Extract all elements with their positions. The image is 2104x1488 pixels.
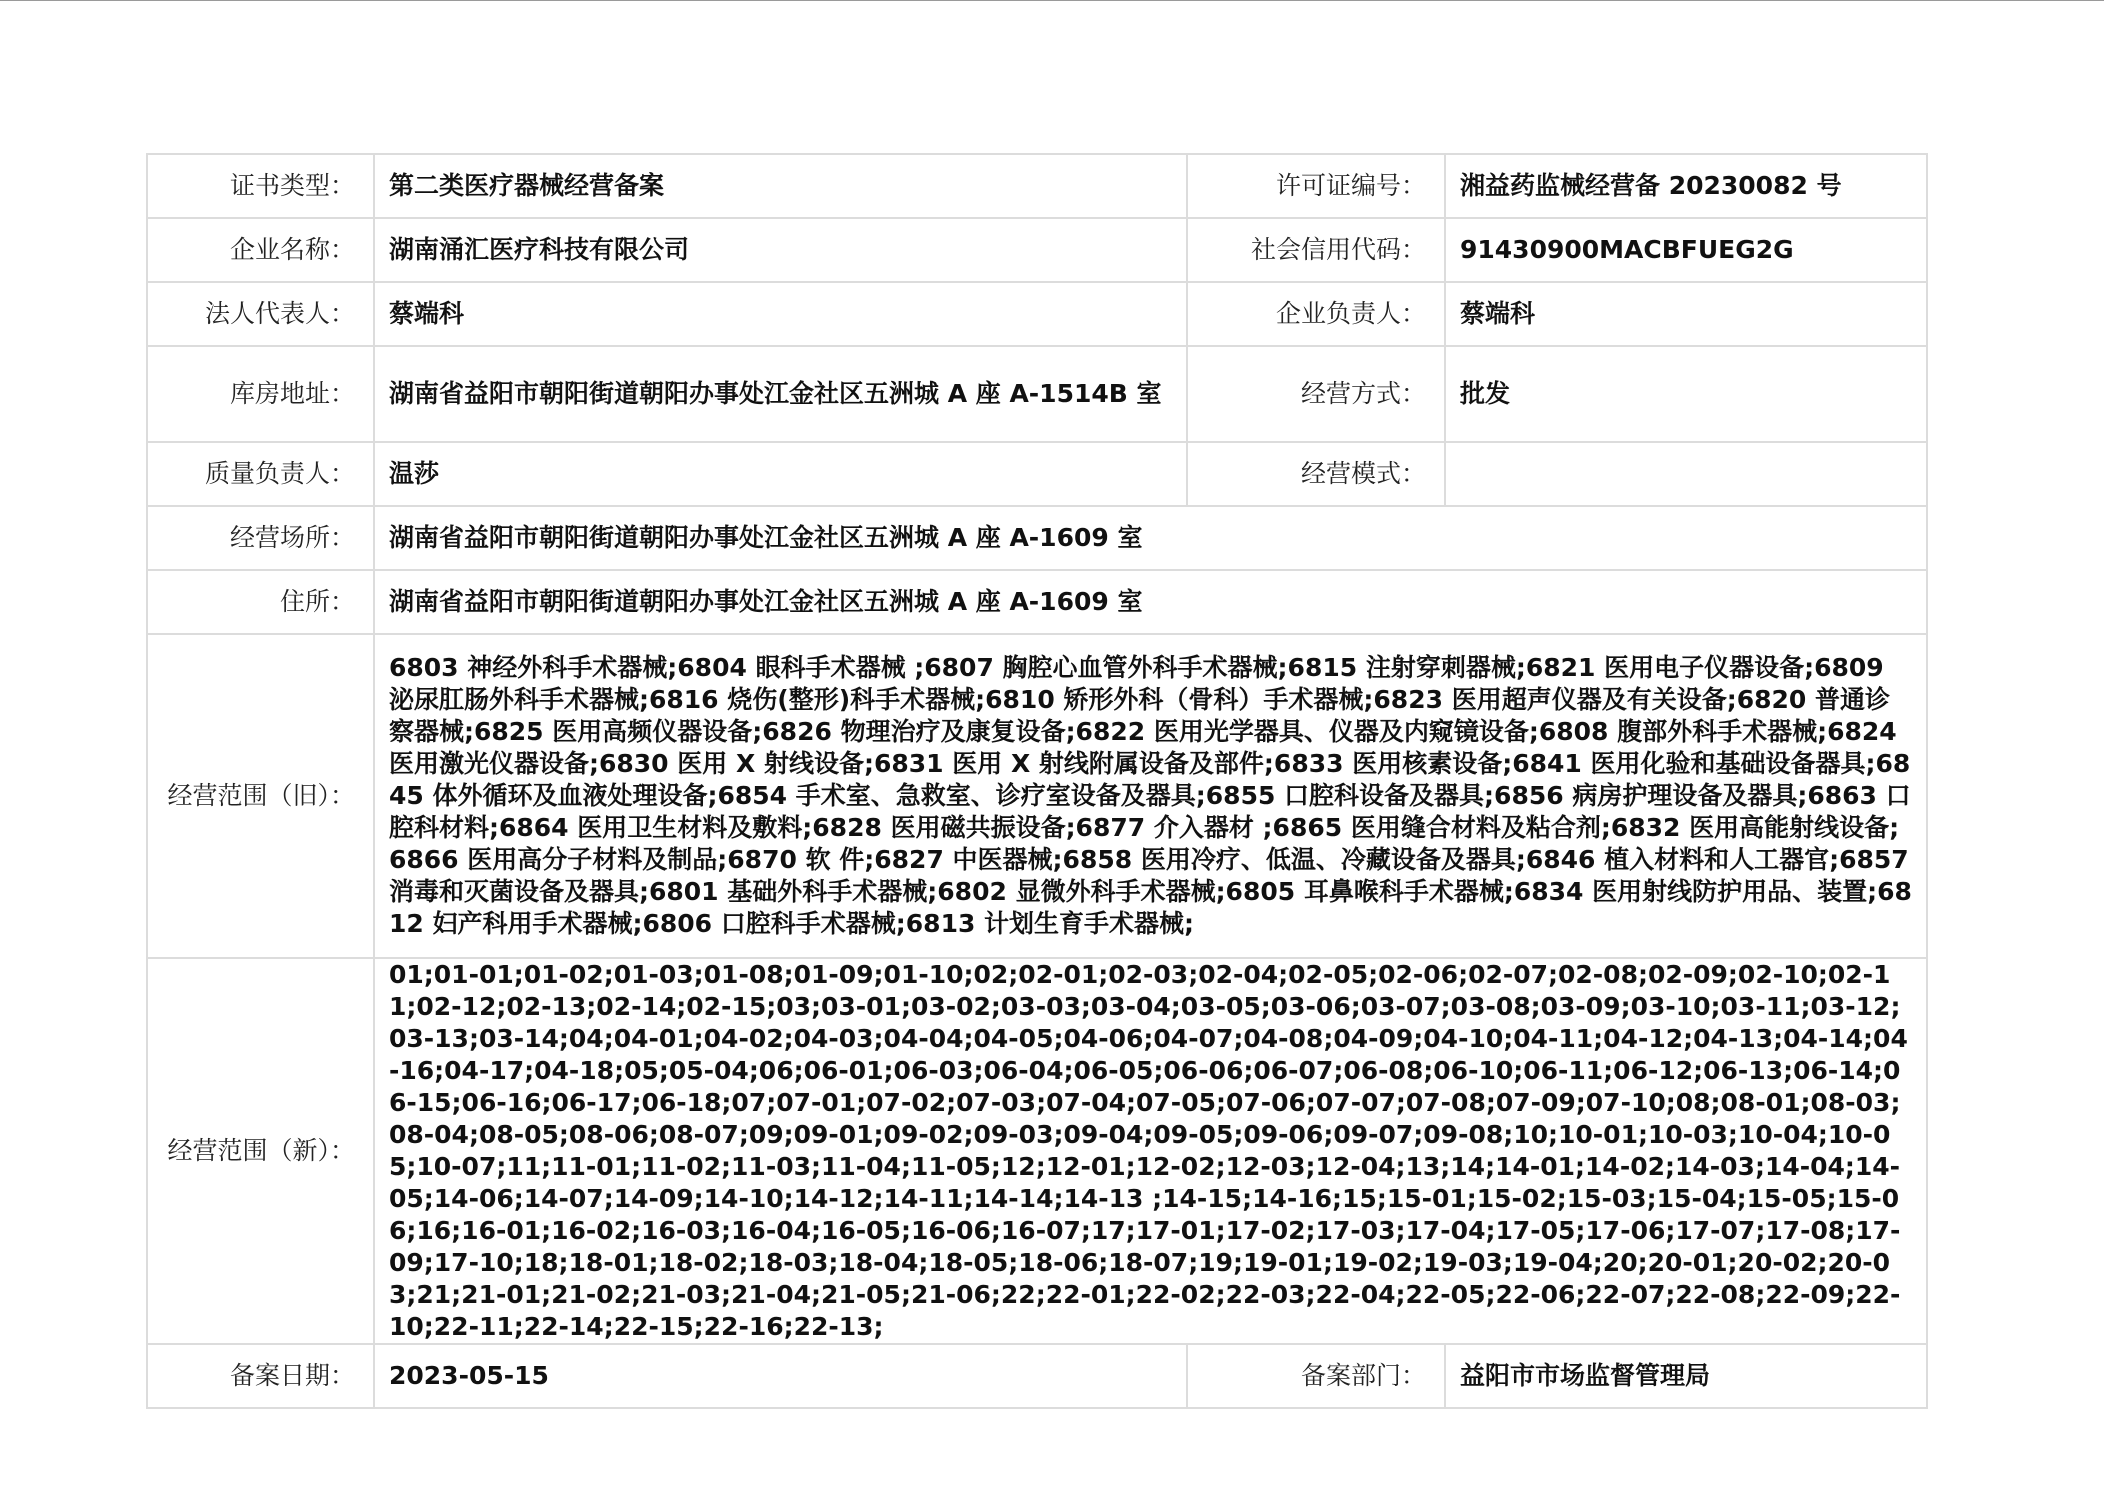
top-border-line — [0, 0, 2104, 1]
row-premises — [147, 506, 1927, 570]
license-no-label: 许可证编号： — [1187, 154, 1445, 218]
cert-type-value: 第二类医疗器械经营备案 — [374, 154, 1187, 218]
credit-code-label: 社会信用代码： — [1187, 218, 1445, 282]
quality-value: 温莎 — [374, 442, 1187, 506]
scope-old-value: 6803 神经外科手术器械;6804 眼科手术器械 ;6807 胸腔心血管外科手术器械;6815 注射穿刺器械;6821 医用电子仪器设备;6809 泌尿肛肠外科手术器械;6816 烧伤(整形)科手术器械;6810 矫形外科（骨科）手术器械;6823 医用超声仪器及有关设备;6820 普通诊察器械;6825 医用高频仪器设备;6826 物理治疗及康复设备;6822 医用光学器具、仪器及内窥镜设备;6808 腹部外科手术器械;6824 医用激光仪器设备;6830 医用 X 射线设备;6831 医用 X 射线附属设备及部件;6833 医用核素设备;6841 医用化验和基础设备器具;6845 体外循环及血液处理设备;6854 手术室、急救室、诊疗室设备及器具;6855 口腔科设备及器具;6856 病房护理设备及器具;6863 口腔科材料;6864 医用卫生材料及敷料;6828 医用磁共振设备;6877 介入器材 ;6865 医用缝合材料及粘合剂;6832 医用高能射线设备;6866 医用高分子材料及制品;6870 软 件;6827 中医器械;6858 医用冷疗、低温、冷藏设备及器具;6846 植入材料和人工器官;6857 消毒和灭菌设备及器具;6801 基础外科手术器械;6802 显微外科手术器械;6805 耳鼻喉科手术器械;6834 医用射线防护用品、装置;6812 妇产科用手术器械;6806 口腔科手术器械;6813 计划生育手术器械; — [374, 634, 1927, 958]
residence-value: 湖南省益阳市朝阳街道朝阳办事处江金社区五洲城 A 座 A-1609 室 — [374, 570, 1927, 634]
filing-date-value: 2023-05-15 — [374, 1344, 1187, 1408]
department-value: 益阳市市场监督管理局 — [1445, 1344, 1927, 1408]
row-scope-old — [147, 634, 1927, 958]
scope-new-value: 01;01-01;01-02;01-03;01-08;01-09;01-10;02;02-01;02-03;02-04;02-05;02-06;02-07;02-08;02-09;02-10;02-11;02-12;02-13;02-14;02-15;03;03-01;03-02;03-03;03-04;03-05;03-06;03-07;03-08;03-09;03-10;03-11;03-12;03-13;03-14;04;04-01;04-02;04-03;04-04;04-05;04-06;04-07;04-08;04-09;04-10;04-11;04-12;04-13;04-14;04-16;04-17;04-18;05;05-04;06;06-01;06-03;06-04;06-05;06-06;06-07;06-08;06-10;06-11;06-12;06-13;06-14;06-15;06-16;06-17;06-18;07;07-01;07-02;07-03;07-04;07-05;07-06;07-07;07-08;07-09;07-10;08;08-01;08-03;08-04;08-05;08-06;08-07;09;09-01;09-02;09-03;09-04;09-05;09-06;09-07;09-08;10;10-01;10-03;10-04;10-05;10-07;11;11-01;11-02;11-03;11-04;11-05;12;12-01;12-02;12-03;12-04;13;14;14-01;14-02;14-03;14-04;14-05;14-06;14-07;14-09;14-10;14-12;14-11;14-14;14-13 ;14-15;14-16;15;15-01;15-02;15-03;15-04;15-05;15-06;16;16-01;16-02;16-03;16-04;16-05;16-06;16-07;17;17-01;17-02;17-03;17-04;17-05;17-06;17-07;17-08;17-09;17-10;18;18-01;18-02;18-03;18-04;18-05;18-06;18-07;19;19-01;19-02;19-03;19-04;20;20-01;20-02;20-03;21;21-01;21-02;21-03;21-04;21-05;21-06;22;22-01;22-02;22-03;22-04;22-05;22-06;22-07;22-08;22-09;22-10;22-11;22-14;22-15;22-16;22-13; — [374, 958, 1927, 1344]
business-mode-label: 经营方式： — [1187, 346, 1445, 442]
row-company — [147, 218, 1927, 282]
premises-label: 经营场所： — [147, 506, 374, 570]
row-legal-rep — [147, 282, 1927, 346]
warehouse-value: 湖南省益阳市朝阳街道朝阳办事处江金社区五洲城 A 座 A-1514B 室 — [374, 346, 1187, 442]
filing-record-table — [146, 153, 1928, 1409]
company-value: 湖南涌汇医疗科技有限公司 — [374, 218, 1187, 282]
manager-value: 蔡端科 — [1445, 282, 1927, 346]
scope-new-label: 经营范围（新）： — [147, 958, 374, 1344]
company-label: 企业名称： — [147, 218, 374, 282]
premises-value: 湖南省益阳市朝阳街道朝阳办事处江金社区五洲城 A 座 A-1609 室 — [374, 506, 1927, 570]
warehouse-label: 库房地址： — [147, 346, 374, 442]
row-residence — [147, 570, 1927, 634]
row-warehouse — [147, 346, 1927, 442]
scope-old-label: 经营范围（旧）： — [147, 634, 374, 958]
operation-model-label: 经营模式： — [1187, 442, 1445, 506]
row-scope-new — [147, 958, 1927, 1344]
department-label: 备案部门： — [1187, 1344, 1445, 1408]
cert-type-label: 证书类型： — [147, 154, 374, 218]
row-cert-type — [147, 154, 1927, 218]
business-mode-value: 批发 — [1445, 346, 1927, 442]
operation-model-value — [1445, 442, 1927, 506]
manager-label: 企业负责人： — [1187, 282, 1445, 346]
license-no-value: 湘益药监械经营备 20230082 号 — [1445, 154, 1927, 218]
quality-label: 质量负责人： — [147, 442, 374, 506]
residence-label: 住所： — [147, 570, 374, 634]
legal-rep-label: 法人代表人： — [147, 282, 374, 346]
row-filing-date — [147, 1344, 1927, 1408]
filing-date-label: 备案日期： — [147, 1344, 374, 1408]
row-quality — [147, 442, 1927, 506]
credit-code-value: 91430900MACBFUEG2G — [1445, 218, 1927, 282]
legal-rep-value: 蔡端科 — [374, 282, 1187, 346]
